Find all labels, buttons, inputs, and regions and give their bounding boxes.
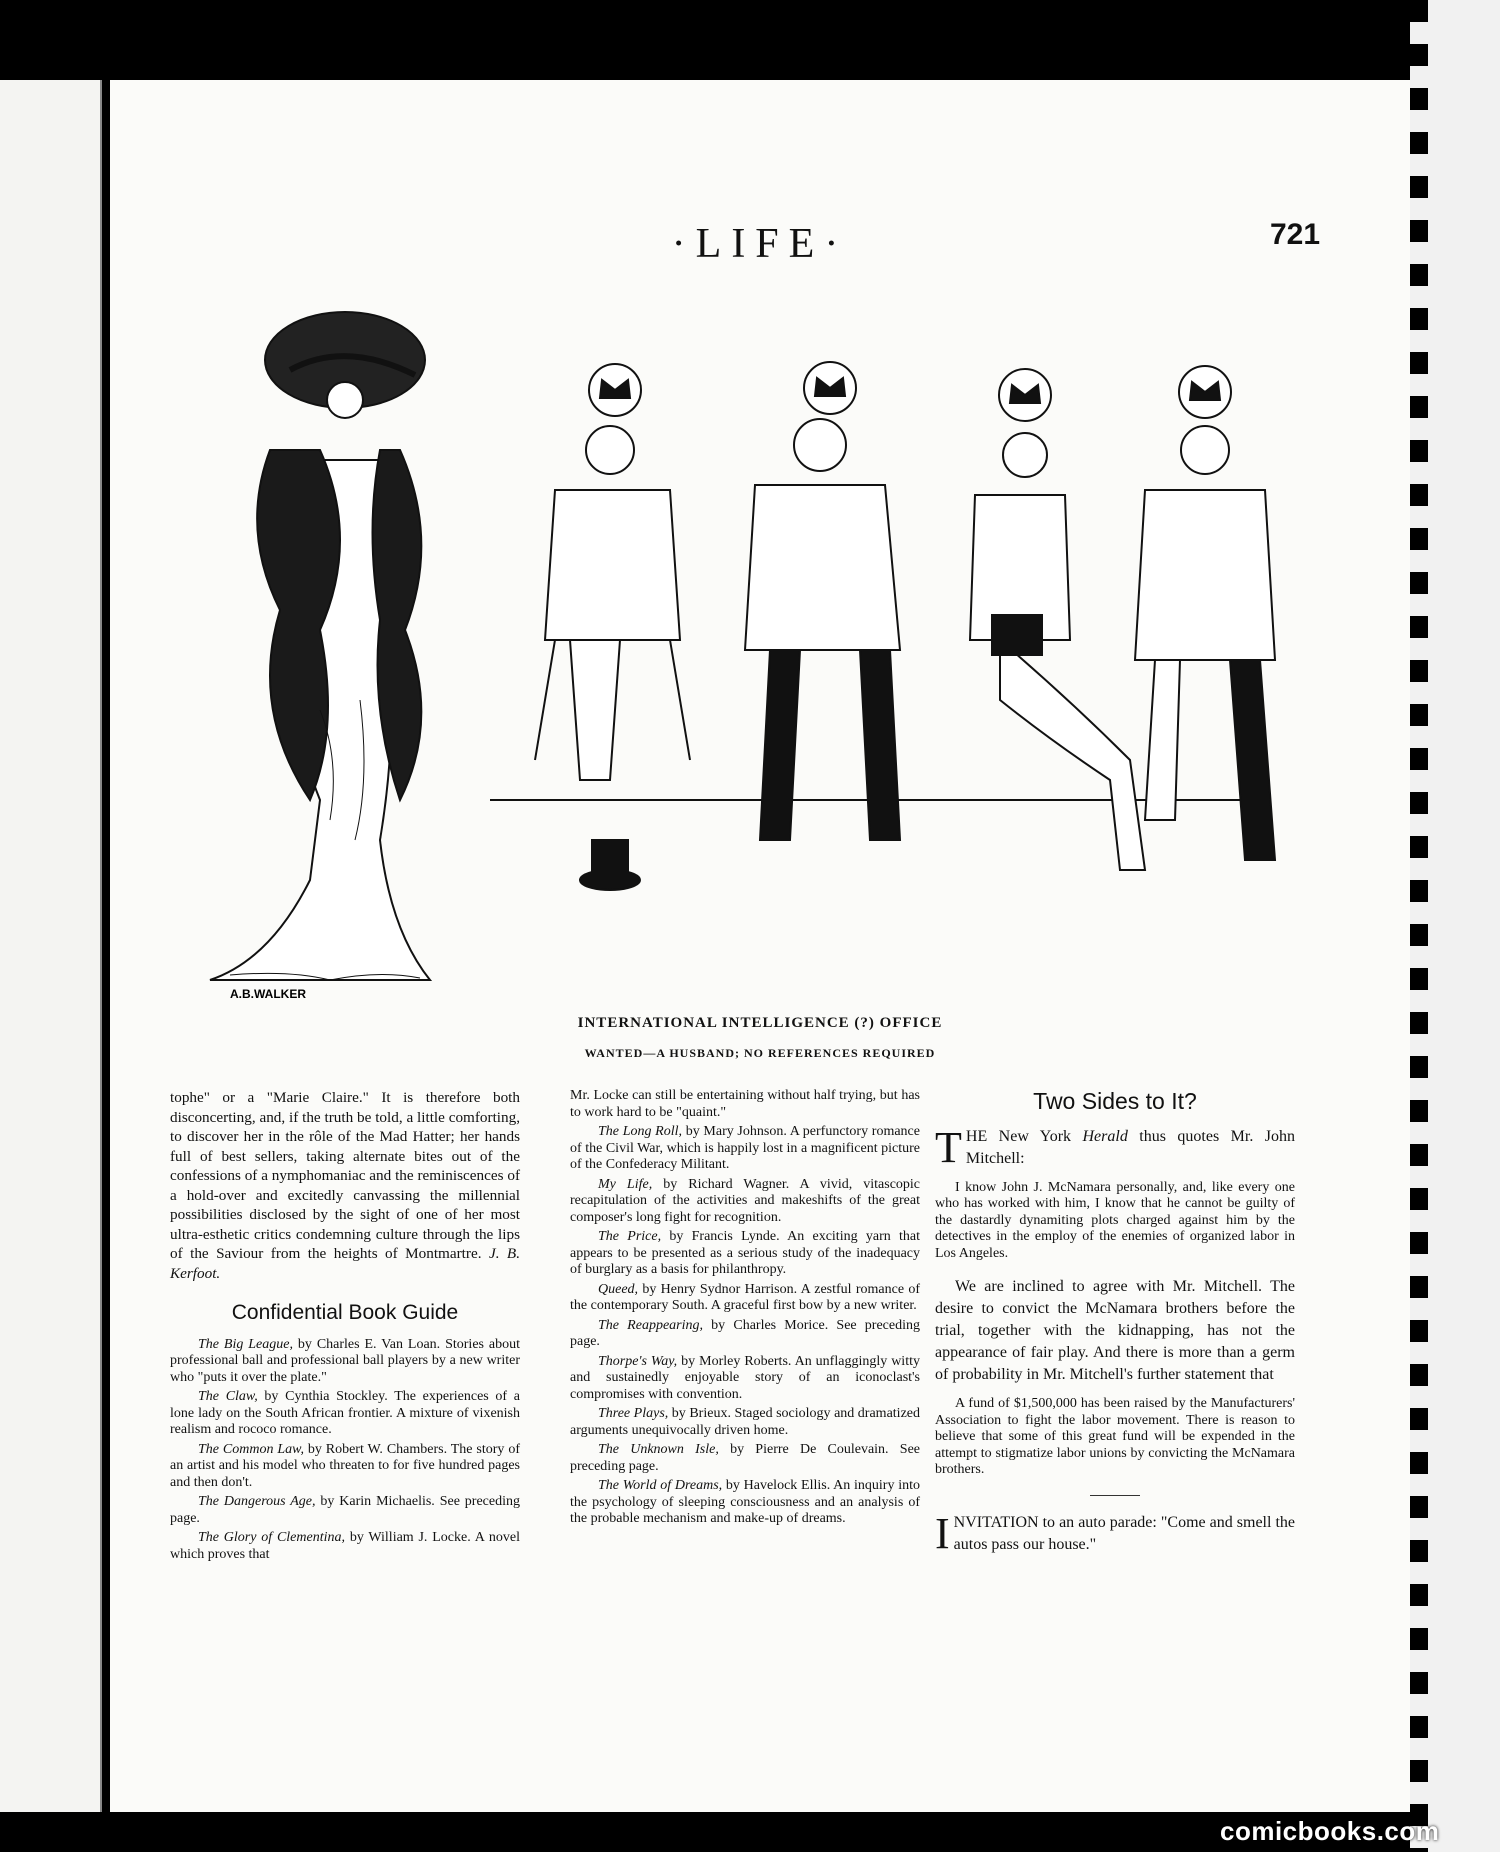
drop-cap: T (935, 1122, 962, 1172)
section-heading-book-guide: Confidential Book Guide (231, 1301, 459, 1324)
magazine-page (110, 80, 1410, 1812)
quotation: A fund of $1,500,000 has been raised by the Manufacturers' Association to fight the labor movement. There is reason to believe that some of this great fund will be expended in the attempt to stigmatize labor unions by convicting the McNamara brothers. (935, 1396, 1295, 1477)
book-entry: Queed, by Henry Sydnor Harrison. A zestful romance of the contemporary South. A graceful first bow by a new writer. (570, 1281, 920, 1313)
invitation-item: INVITATION to an auto parade: "Come and smell the autos pass our house." (935, 1508, 1295, 1558)
column-3 (935, 1088, 1295, 1556)
site-watermark: comicbooks.com (1220, 1816, 1440, 1846)
cartoon-caption-title: INTERNATIONAL INTELLIGENCE (?) OFFICE (577, 1015, 943, 1031)
page-number: 721 (1270, 218, 1321, 251)
crown-icons (589, 362, 1231, 421)
seated-monarchs (535, 419, 1275, 890)
book-entry: My Life, by Richard Wagner. A vivid, vitascopic recapitulation of the activities and makeshifts of the great composer's long fight for recognition. (570, 1176, 921, 1225)
quotation: I know John J. McNamara personally, and, like every one who has worked with him, I know that he cannot be guilty of the dastardly dynamiting plots charged against him by the detectives in the employ of the enemies of organized labor in Los Angeles. (935, 1179, 1295, 1261)
book-entry: The Big League, by Charles E. Van Loan. Stories about professional ball and professional ball players by a new writer who "puts it over the plate." (170, 1336, 521, 1385)
cartoon-illustration (170, 280, 1350, 1000)
artist-signature: A.B.WALKER (230, 987, 306, 1000)
drop-cap: I (935, 1508, 950, 1558)
book-entry: The Price, by Francis Lynde. An exciting yarn that appears to be presented as a serious study of the inadequacy of burglary as a basis for philanthropy. (570, 1229, 920, 1277)
section-heading-two-sides: Two Sides to It? (1033, 1088, 1197, 1114)
article-body: We are inclined to agree with Mr. Mitchell. The desire to convict the McNamara brothers before the trial, together with the kidnapping, has not the appearance of fair play. And there is more than a germ of probability in Mr. Mitchell's further statement that (935, 1278, 1295, 1383)
column-1 (170, 1088, 520, 1566)
divider (1090, 1495, 1140, 1496)
book-entry: The Glory of Clementina, by William J. Locke. A novel which proves that (170, 1530, 520, 1562)
book-spine (0, 80, 102, 1812)
book-entry: The Common Law, by Robert W. Chambers. The story of an artist and his model who threaten to for five hundred pages and then don't. (170, 1441, 520, 1490)
book-entry: The Claw, by Cynthia Stockley. The experiences of a lone lady on the South African frontier. A mixture of vixenish realism and rococo romance. (170, 1389, 521, 1437)
review-intro: tophe" or a "Marie Claire." It is therefore both disconcerting, and, if the truth be told, a little comforting, to discover her in the rôle of the Mad Hatter; her hands full of best sellers, taking alternate bites out of the confessions of a nymphomaniac and the reminiscences of a hold-over and excitedly canvassing the millennial possibilities disclosed by the sight of one of her most ultra-esthetic critics condemning culture through the lips of the Saviour from the heights of Montmartre. J. B. Kerfoot. (170, 1089, 521, 1282)
article-intro: THE New York Herald thus quotes Mr. John Mitchell: (935, 1122, 1296, 1172)
book-entry: Three Plays, by Brieux. Staged sociology and dramatized arguments unequivocally driven home. (570, 1406, 920, 1438)
book-entry-continued: Mr. Locke can still be entertaining without half trying, but has to work hard to be "quaint." (570, 1088, 920, 1120)
masthead: ·LIFE· (671, 221, 849, 267)
book-entry: The Long Roll, by Mary Johnson. A perfunctory romance of the Civil War, which is happily lost in a magnificent picture of the Confederacy Militant. (570, 1124, 920, 1172)
book-entry: The Dangerous Age, by Karin Michaelis. See preceding page. (170, 1494, 520, 1526)
book-entry: Thorpe's Way, by Morley Roberts. An unflaggingly witty and sustainedly enjoyable story of an iconoclast's compromises with convention. (570, 1353, 920, 1402)
book-entry: The Reappearing, by Charles Morice. See preceding page. (570, 1317, 920, 1349)
book-entry: The World of Dreams, by Havelock Ellis. An inquiry into the psychology of sleeping consciousness and an analysis of the probable mechanism and make-up of dreams. (570, 1478, 920, 1526)
column-2 (570, 1088, 920, 1531)
author-credit: J. B. Kerfoot. (170, 1245, 521, 1282)
cartoon-caption-subtitle: WANTED—A HUSBAND; NO REFERENCES REQUIRED (584, 1046, 936, 1060)
woman-figure (210, 312, 430, 980)
scan-perforation-strip (1410, 0, 1500, 1852)
book-entry: The Unknown Isle, by Pierre De Coulevain. See preceding page. (570, 1442, 920, 1474)
